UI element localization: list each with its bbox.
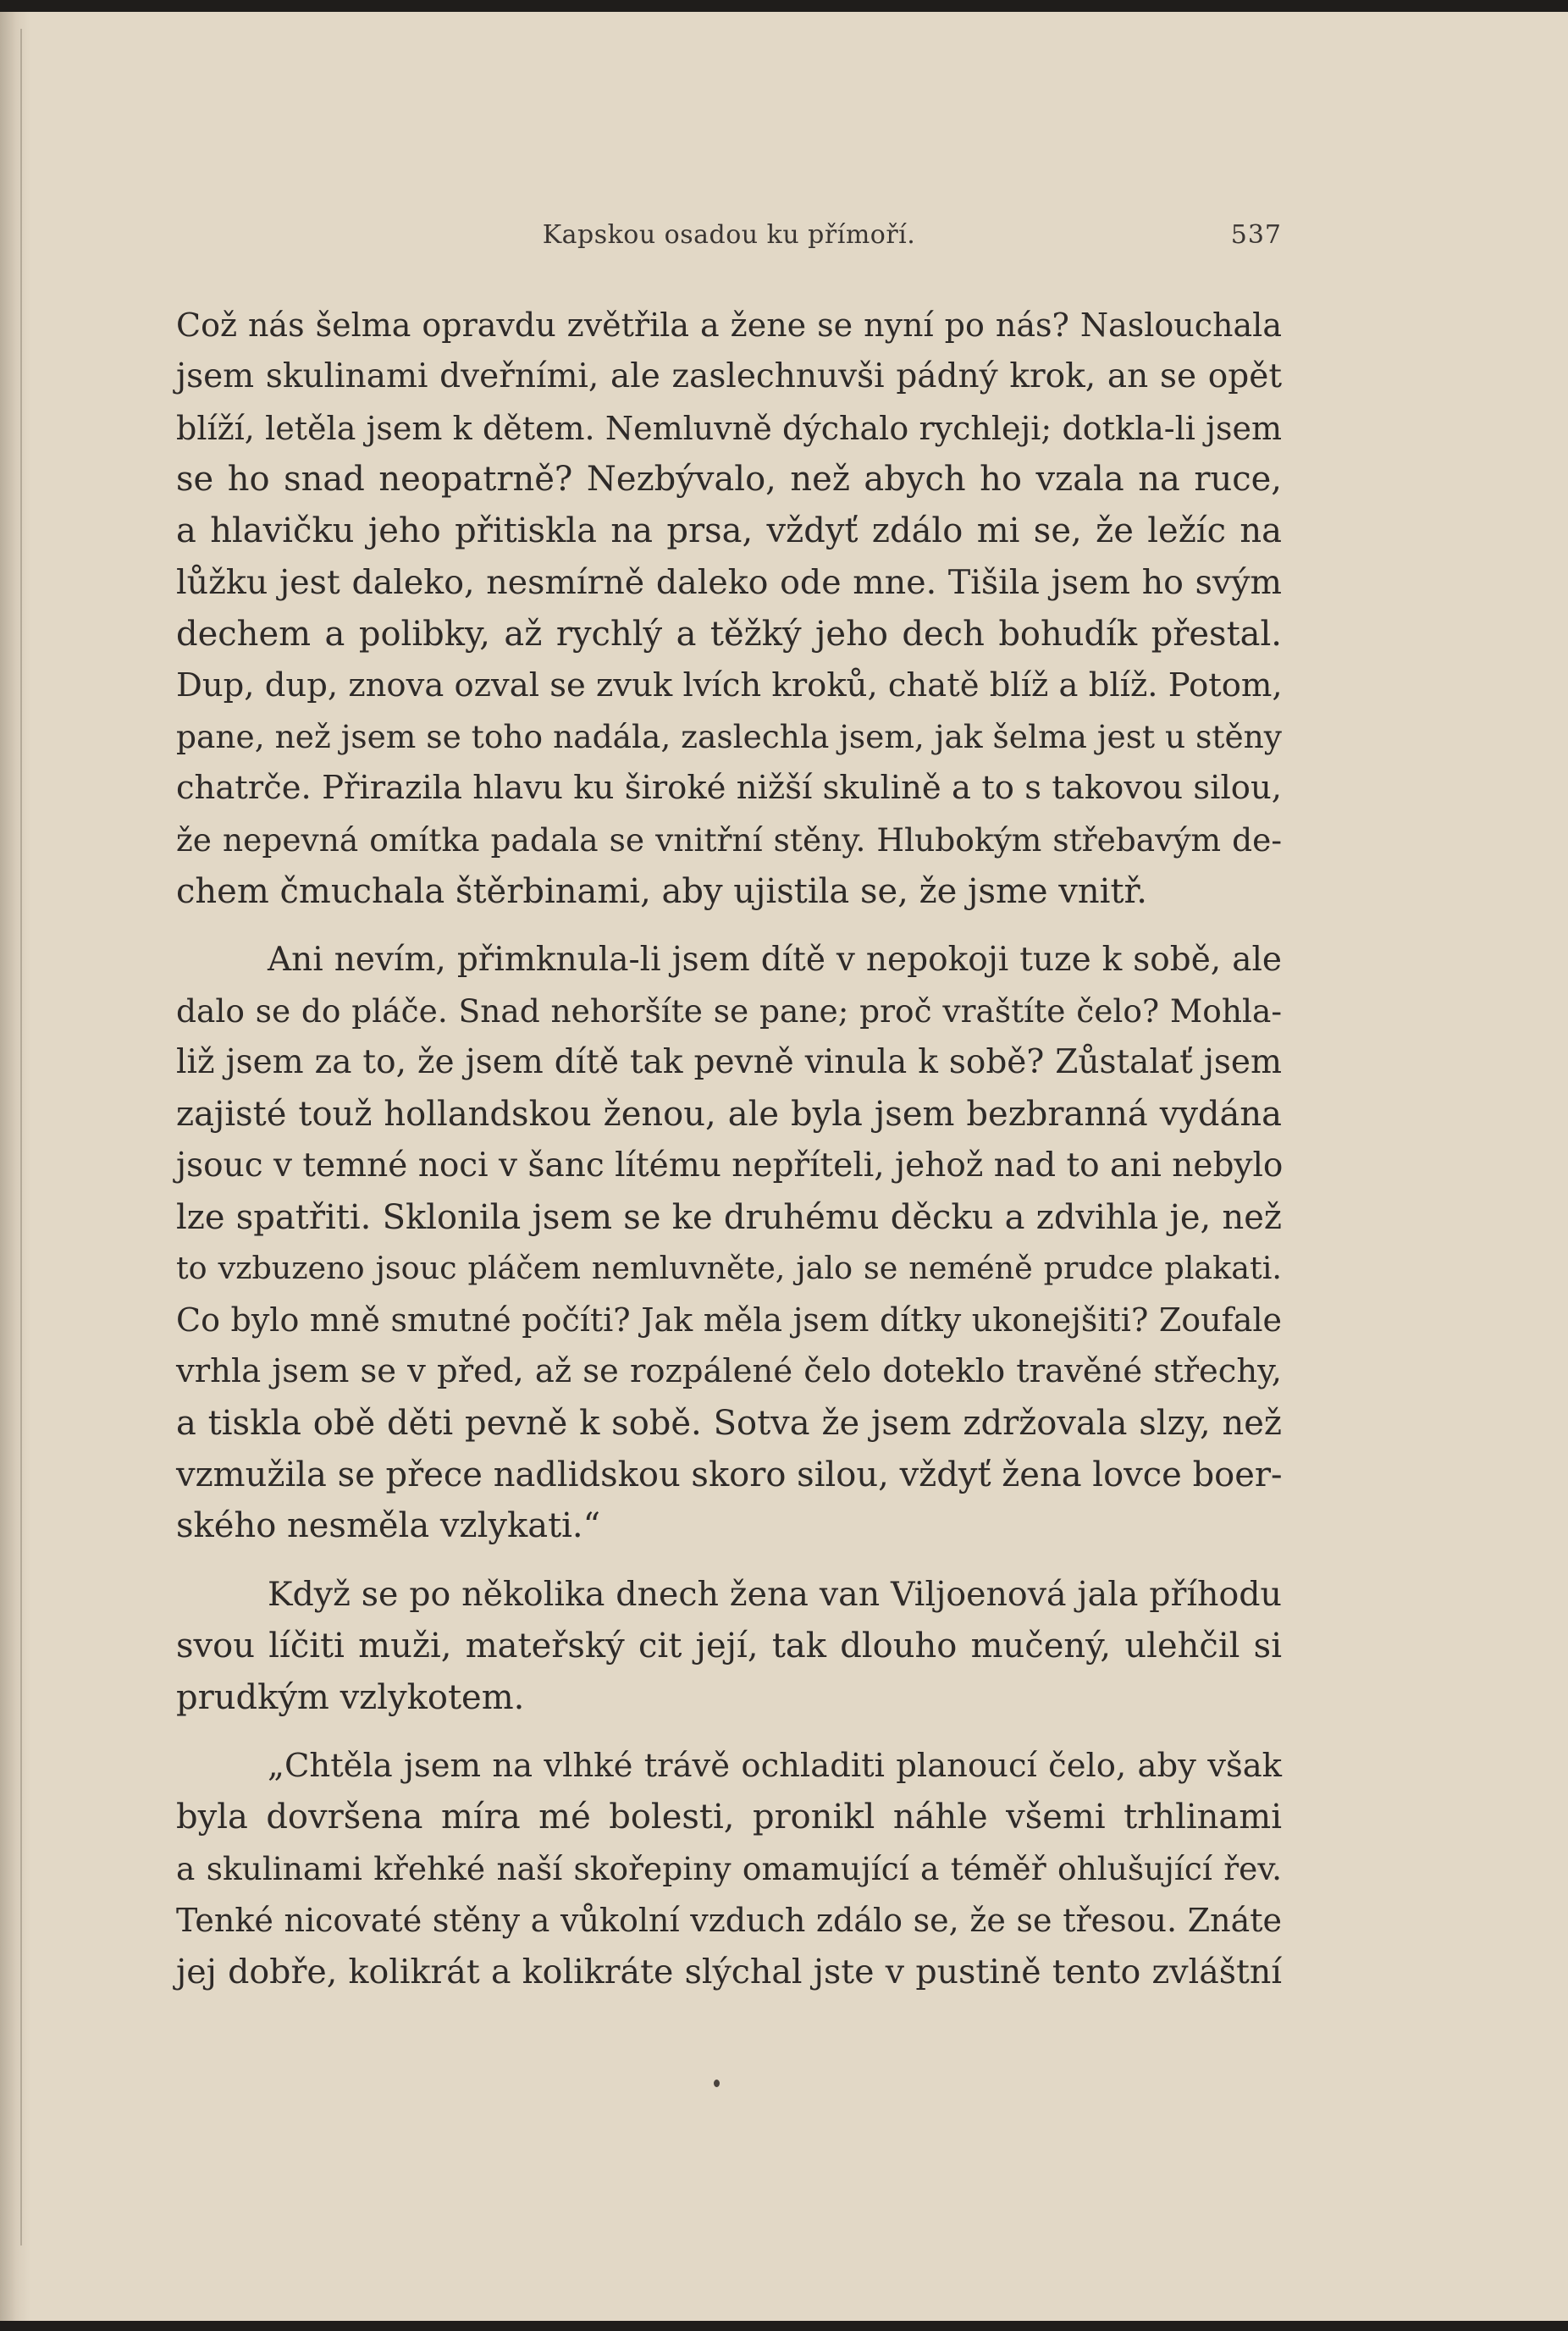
text-line: a hlavičku jeho přitiskla na prsa, vždyť zdálo mi se, že ležíc na: [176, 511, 1282, 551]
text-line: Co bylo mně smutné počíti? Jak měla jsem dítky ukonejšiti? Zoufale: [176, 1301, 1282, 1339]
text-line: chem čmuchala štěrbinami, aby ujistila se, že jsme vnitř.: [176, 871, 1147, 911]
body-text: [176, 300, 1282, 1998]
text-line: se ho snad neopatrně? Nezbývalo, než abych ho vzala na ruce,: [176, 460, 1282, 500]
text-line: chatrče. Přirazila hlavu ku široké nižší skulině a to s takovou silou,: [176, 769, 1282, 808]
text-line: vrhla jsem se v před, až se rozpálené čelo doteklo travěné střechy,: [176, 1351, 1282, 1390]
paragraph: [176, 935, 1282, 1553]
running-title: Kapskou osadou ku přímoří.: [542, 220, 916, 250]
text-line: Dup, dup, znova ozval se zvuk lvích kroků, chatě blíž a blíž. Potom,: [176, 666, 1283, 704]
text-line: pane, než jsem se toho nadála, zaslechla jsem, jak šelma jest u stěny: [176, 718, 1282, 756]
text-line: Což nás šelma opravdu zvětřila a žene se nyní po nás? Naslouchala: [176, 307, 1282, 344]
text-line: že nepevná omítka padala se vnitřní stěny. Hlubokým střebavým de-: [176, 820, 1282, 859]
text-line: blíží, letěla jsem k dětem. Nemluvně dýchalo rychleji; dotkla-li jsem: [176, 409, 1282, 447]
text-line: a skulinami křehké naší skořepiny omamující a téměř ohlušující řev.: [176, 1850, 1282, 1888]
page-number: 537: [1230, 220, 1282, 250]
text-line: liž jsem za to, že jsem dítě tak pevně vinula k sobě? Zůstalať jsem: [176, 1043, 1282, 1082]
text-line: vzmužila se přece nadlidskou skoro silou, vždyť žena lovce boer-: [176, 1455, 1283, 1494]
text-line: Když se po několika dnech žena van Viljoenová jala příhodu: [268, 1575, 1282, 1615]
book-page: [0, 12, 1568, 2321]
text-line: zajisté touž hollandskou ženou, ale byla jsem bezbranná vydána: [176, 1094, 1282, 1134]
text-line: prudkým vzlykotem.: [176, 1677, 525, 1717]
text-line: „Chtěla jsem na vlhké trávě ochladiti planoucí čelo, aby však: [268, 1746, 1282, 1785]
text-line: jsem skulinami dveřními, ale zaslechnuvši pádný krok, an se opět: [176, 356, 1282, 395]
text-line: jej dobře, kolikrát a kolikráte slýchal jste v pustině tento zvláštní: [176, 1952, 1282, 1991]
text-line: dalo se do pláče. Snad nehoršíte se pane; proč vraštíte čelo? Mohla-: [176, 992, 1282, 1030]
text-line: ského nesměla vzlykati.“: [176, 1506, 601, 1546]
ink-speck: [714, 2080, 720, 2087]
text-line: Tenké nicovaté stěny a vůkolní vzduch zdálo se, že se třesou. Znáte: [176, 1901, 1282, 1939]
text-line: a tiskla obě děti pevně k sobě. Sotva že jsem zdržovala slzy, než: [176, 1403, 1282, 1443]
text-line: byla dovršena míra mé bolesti, pronikl náhle všemi trhlinami: [176, 1798, 1282, 1837]
binding-edge: [0, 12, 30, 2321]
running-header: [176, 220, 1282, 262]
text-line: lůžku jest daleko, nesmírně daleko ode mne. Tišila jsem ho svým: [176, 562, 1282, 602]
paragraph: [176, 300, 1282, 918]
text-line: svou líčiti muži, mateřský cit její, tak dlouho mučený, ulehčil si: [176, 1626, 1282, 1665]
text-line: jsouc v temné noci v šanc lítému nepříteli, jehož nad to ani nebylo: [176, 1146, 1284, 1185]
paragraph: [176, 1569, 1282, 1723]
text-line: lze spatřiti. Sklonila jsem se ke druhému děcku a zdvihla je, než: [176, 1197, 1282, 1237]
paragraph: [176, 1741, 1282, 1998]
text-line: dechem a polibky, až rychlý a těžký jeho dech bohudík přestal.: [176, 614, 1282, 654]
text-line: to vzbuzeno jsouc pláčem nemluvněte, jalo se neméně prudce plakati.: [176, 1250, 1282, 1287]
text-line: Ani nevím, přimknula-li jsem dítě v nepokoji tuze k sobě, ale: [268, 940, 1282, 979]
